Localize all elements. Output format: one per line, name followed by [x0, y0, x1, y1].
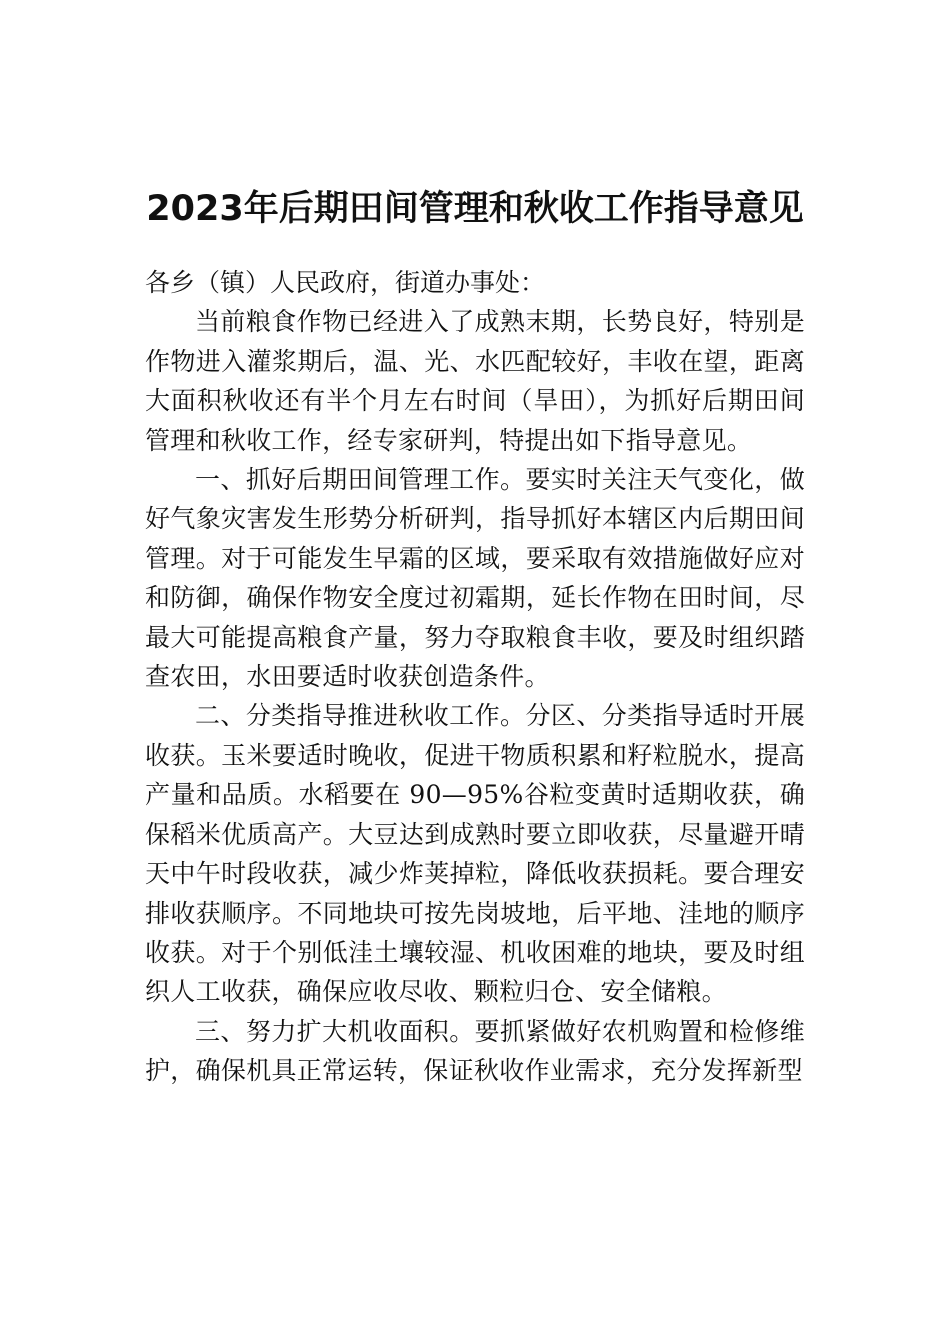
- salutation: 各乡（镇）人民政府，街道办事处：: [145, 268, 546, 297]
- section-3-paragraph: 三、努力扩大机收面积。要抓紧做好农机购置和检修维护，确保机具正常运转，保证秋收作业需求，充分发挥新型: [145, 1016, 805, 1086]
- intro-paragraph: 当前粮食作物已经进入了成熟末期，长势良好，特别是作物进入灌浆期后，温、光、水匹配较好，丰收在望，距离大面积秋收还有半个月左右时间（旱田），为抓好后期田间管理和秋收工作，经专家研判，特提出如下指导意见。: [145, 307, 805, 455]
- section-1-paragraph: 一、抓好后期田间管理工作。要实时关注天气变化，做好气象灾害发生形势分析研判，指导抓好本辖区内后期田间管理。对于可能发生早霜的区域，要采取有效措施做好应对和防御，确保作物安全度过初霜期，延长作物在田时间，尽最大可能提高粮食产量，努力夺取粮食丰收，要及时组织踏查农田，水田要适时收获创造条件。: [145, 465, 805, 692]
- document-title: 2023年后期田间管理和秋收工作指导意见: [146, 189, 804, 230]
- document-body: [145, 263, 805, 1091]
- section-2-paragraph: 二、分类指导推进秋收工作。分区、分类指导适时开展收获。玉米要适时晚收，促进干物质积累和籽粒脱水，提高产量和品质。水稻要在 90—95%谷粒变黄时适期收获，确保稻米优质高产。大豆达到成熟时要立即收获，尽量避开晴天中午时段收获，减少炸荚掉粒，降低收获损耗。要合理安排收获顺序。不同地块可按先岗坡地，后平地、洼地的顺序收获。对于个别低洼土壤较湿、机收困难的地块，要及时组织人工收获，确保应收尽收、颗粒归仓、安全储粮。: [145, 701, 805, 1007]
